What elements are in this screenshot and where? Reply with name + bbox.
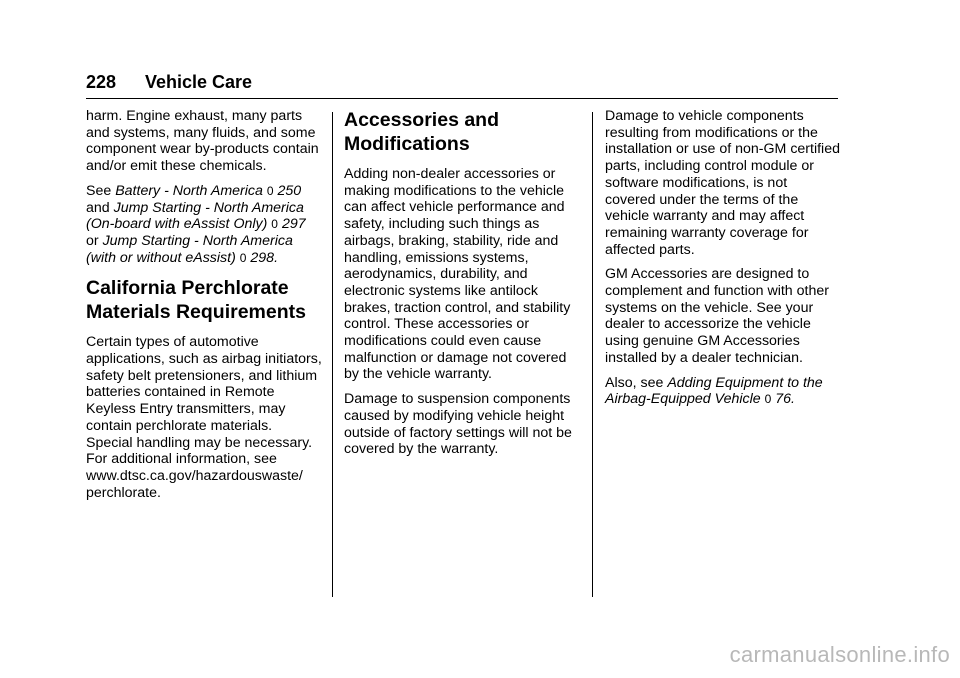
column-divider-2: [592, 112, 593, 597]
column-1: [86, 108, 322, 509]
xref-jump-any-title: Jump Starting - North America (with or without eAssist): [86, 232, 293, 266]
also-see-label: Also, see: [605, 374, 664, 391]
xref-jump-onboard-title: Jump Starting - North America (On-board with eAssist Only): [86, 199, 304, 233]
xref-jump-starting-any[interactable]: [86, 233, 293, 266]
page-ref-arrow-icon: 0: [239, 250, 247, 265]
xref-battery-title: Battery - North America: [115, 182, 263, 199]
page-ref-arrow-icon: 0: [764, 392, 772, 407]
page-ref-arrow-icon: 0: [271, 217, 278, 232]
xref-jump-onboard-page: 297: [281, 216, 306, 233]
or-label: or: [86, 232, 99, 249]
paragraph-non-dealer-accessories: Adding non-dealer accessories or making modifications to the vehicle can affect vehicle performance and safety, including such things as airbags, braking, stability, ride and handling, emissions systems, aerodynamics, durability, and electronic systems like antilock brakes, traction control, and stability control. These accessories or modifications could even cause malfunction or damage not covered by the vehicle warranty.: [344, 166, 571, 383]
paragraph-component-damage: Damage to vehicle components resulting from modifications or the installation or use of non-GM certified parts, including control module or software modifications, is not covered under the terms of the vehicle warranty and may affect remaining warranty coverage for affected parts.: [605, 108, 840, 258]
paragraph-perchlorate: Certain types of automotive applications, such as airbag initiators, safety belt pretensioners, and lithium batteries contained in Remote Keyless Entry transmitters, may contain perchlorate materials. Special handling may be necessary. For additional information, see www.dtsc.ca.gov/hazardouswaste/ perchlorate.: [86, 334, 322, 501]
header-divider: [86, 98, 838, 99]
page-ref-arrow-icon: 0: [266, 183, 274, 198]
xref-adding-equipment-page: 76: [775, 391, 792, 408]
paragraph-gm-accessories: GM Accessories are designed to complement and function with other systems on the vehicle. See your dealer to accessorize the vehicle using genuine GM Accessories installed by a dealer technician.: [605, 266, 829, 366]
heading-california-perchlorate: California Perchlorate Materials Requirements: [86, 277, 306, 324]
section-title: Vehicle Care: [145, 72, 253, 92]
paragraph-harm: harm. Engine exhaust, many parts and systems, many fluids, and some component wear by-products contain and/or emit these chemicals.: [86, 108, 319, 175]
column-3: [605, 108, 841, 416]
and-label: and: [86, 199, 110, 216]
xref-jump-any-page: 298: [250, 249, 275, 266]
period: .: [274, 249, 279, 266]
column-divider-1: [332, 112, 333, 597]
heading-accessories-modifications: Accessories and Modifications: [344, 109, 500, 155]
period: .: [791, 391, 795, 408]
xref-battery-page: 250: [277, 182, 302, 199]
xref-jump-starting-onboard[interactable]: [86, 200, 306, 233]
xref-battery[interactable]: [115, 183, 301, 199]
paragraph-also-see: [605, 375, 841, 408]
paragraph-see-also: [86, 183, 322, 267]
xref-adding-equipment-title: Adding Equipment to the Airbag-Equipped Vehicle: [605, 374, 823, 408]
paragraph-suspension-damage: Damage to suspension components caused by modifying vehicle height outside of factory settings will not be covered by the warranty.: [344, 391, 572, 458]
see-label: See: [86, 182, 112, 199]
page-number: 228: [86, 72, 117, 92]
page-header: [86, 70, 838, 98]
watermark: carmanualsonline.info: [729, 642, 950, 667]
column-2: [344, 108, 580, 466]
